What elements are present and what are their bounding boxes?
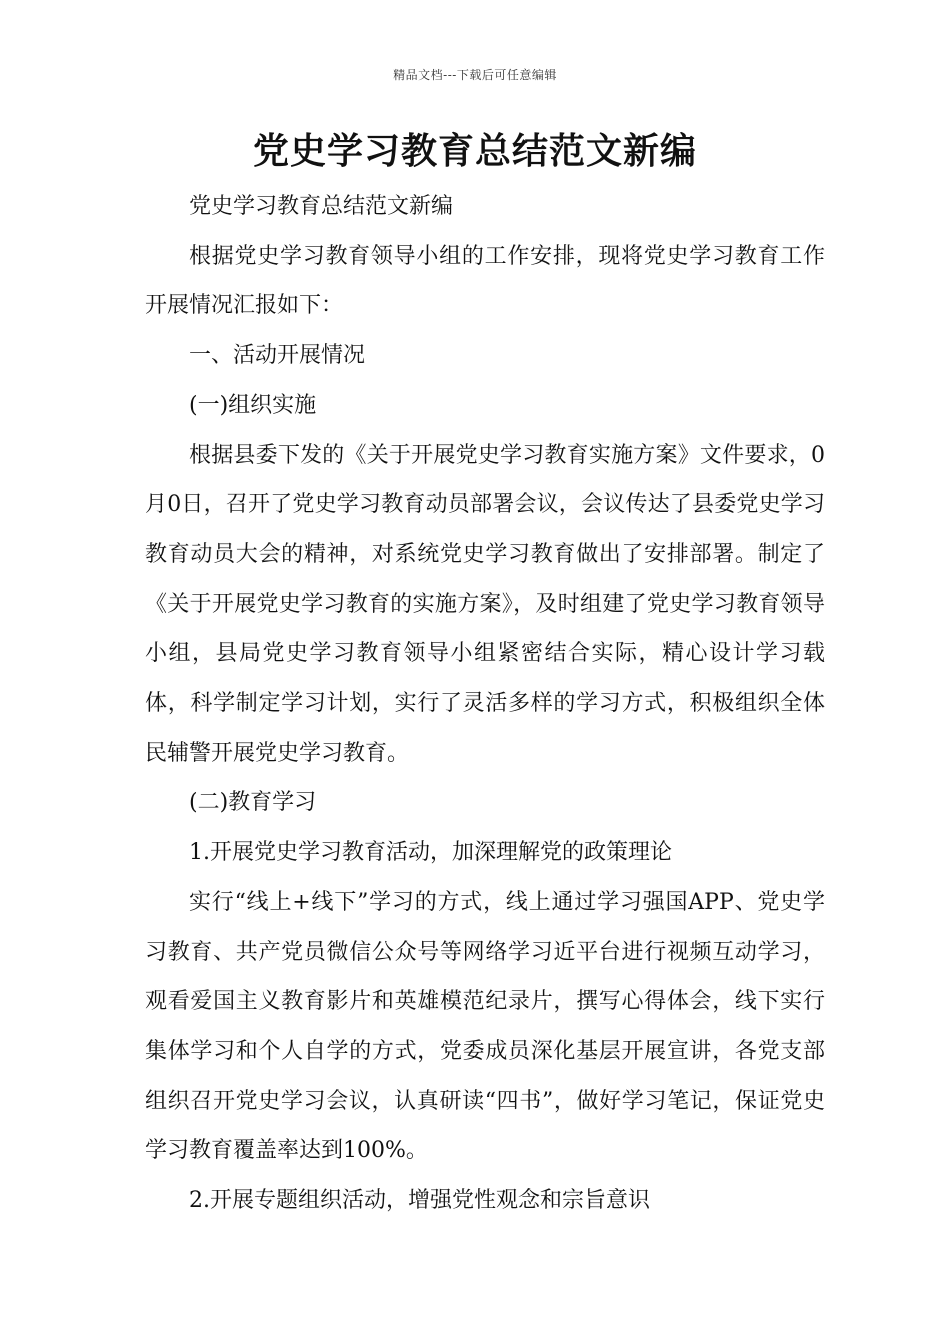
header-note: 精品文档---下载后可任意编辑 xyxy=(393,68,557,82)
item-heading-2: 2.开展专题组织活动，增强党性观念和宗旨意识 xyxy=(189,1188,650,1214)
paragraph-subtitle: 党史学习教育总结范文新编 xyxy=(189,194,454,219)
subsection-heading-education: (二)教育学习 xyxy=(189,790,317,816)
section-heading-activities: 一、活动开展情况 xyxy=(189,343,366,369)
item-heading-1: 1.开展党史学习教育活动，加深理解党的政策理论 xyxy=(189,840,672,866)
document-body xyxy=(145,182,825,1226)
subsection-heading-organization: (一)组织实施 xyxy=(189,392,317,418)
paragraph-learning: 实行“线上+线下”学习的方式，线上通过学习强国APP、党史学习教育、共产党员微信公众号等网络学习近平台进行视频互动学习，观看爱国主义教育影片和英雄模范纪录片，撰写心得体会，线下实行集体学习和个人自学的方式，党委成员深化基层开展宣讲，各党支部组织召开党史学习会议，认真研读“四书”，做好学习笔记，保证党史学习教育覆盖率达到100%。 xyxy=(145,889,825,1164)
document-title: 党史学习教育总结范文新编 xyxy=(252,130,697,172)
paragraph-intro: 根据党史学习教育领导小组的工作安排，现将党史学习教育工作开展情况汇报如下： xyxy=(145,243,825,319)
paragraph-organization: 根据县委下发的《关于开展党史学习教育实施方案》文件要求，0月0日，召开了党史学习教育动员部署会议，会议传达了县委党史学习教育动员大会的精神，对系统党史学习教育做出了安排部署。制定了《关于开展党史学习教育的实施方案》，及时组建了党史学习教育领导小组，县局党史学习教育领导小组紧密结合实际，精心设计学习载体，科学制定学习计划，实行了灵活多样的学习方式，积极组织全体民辅警开展党史学习教育。 xyxy=(145,442,825,766)
